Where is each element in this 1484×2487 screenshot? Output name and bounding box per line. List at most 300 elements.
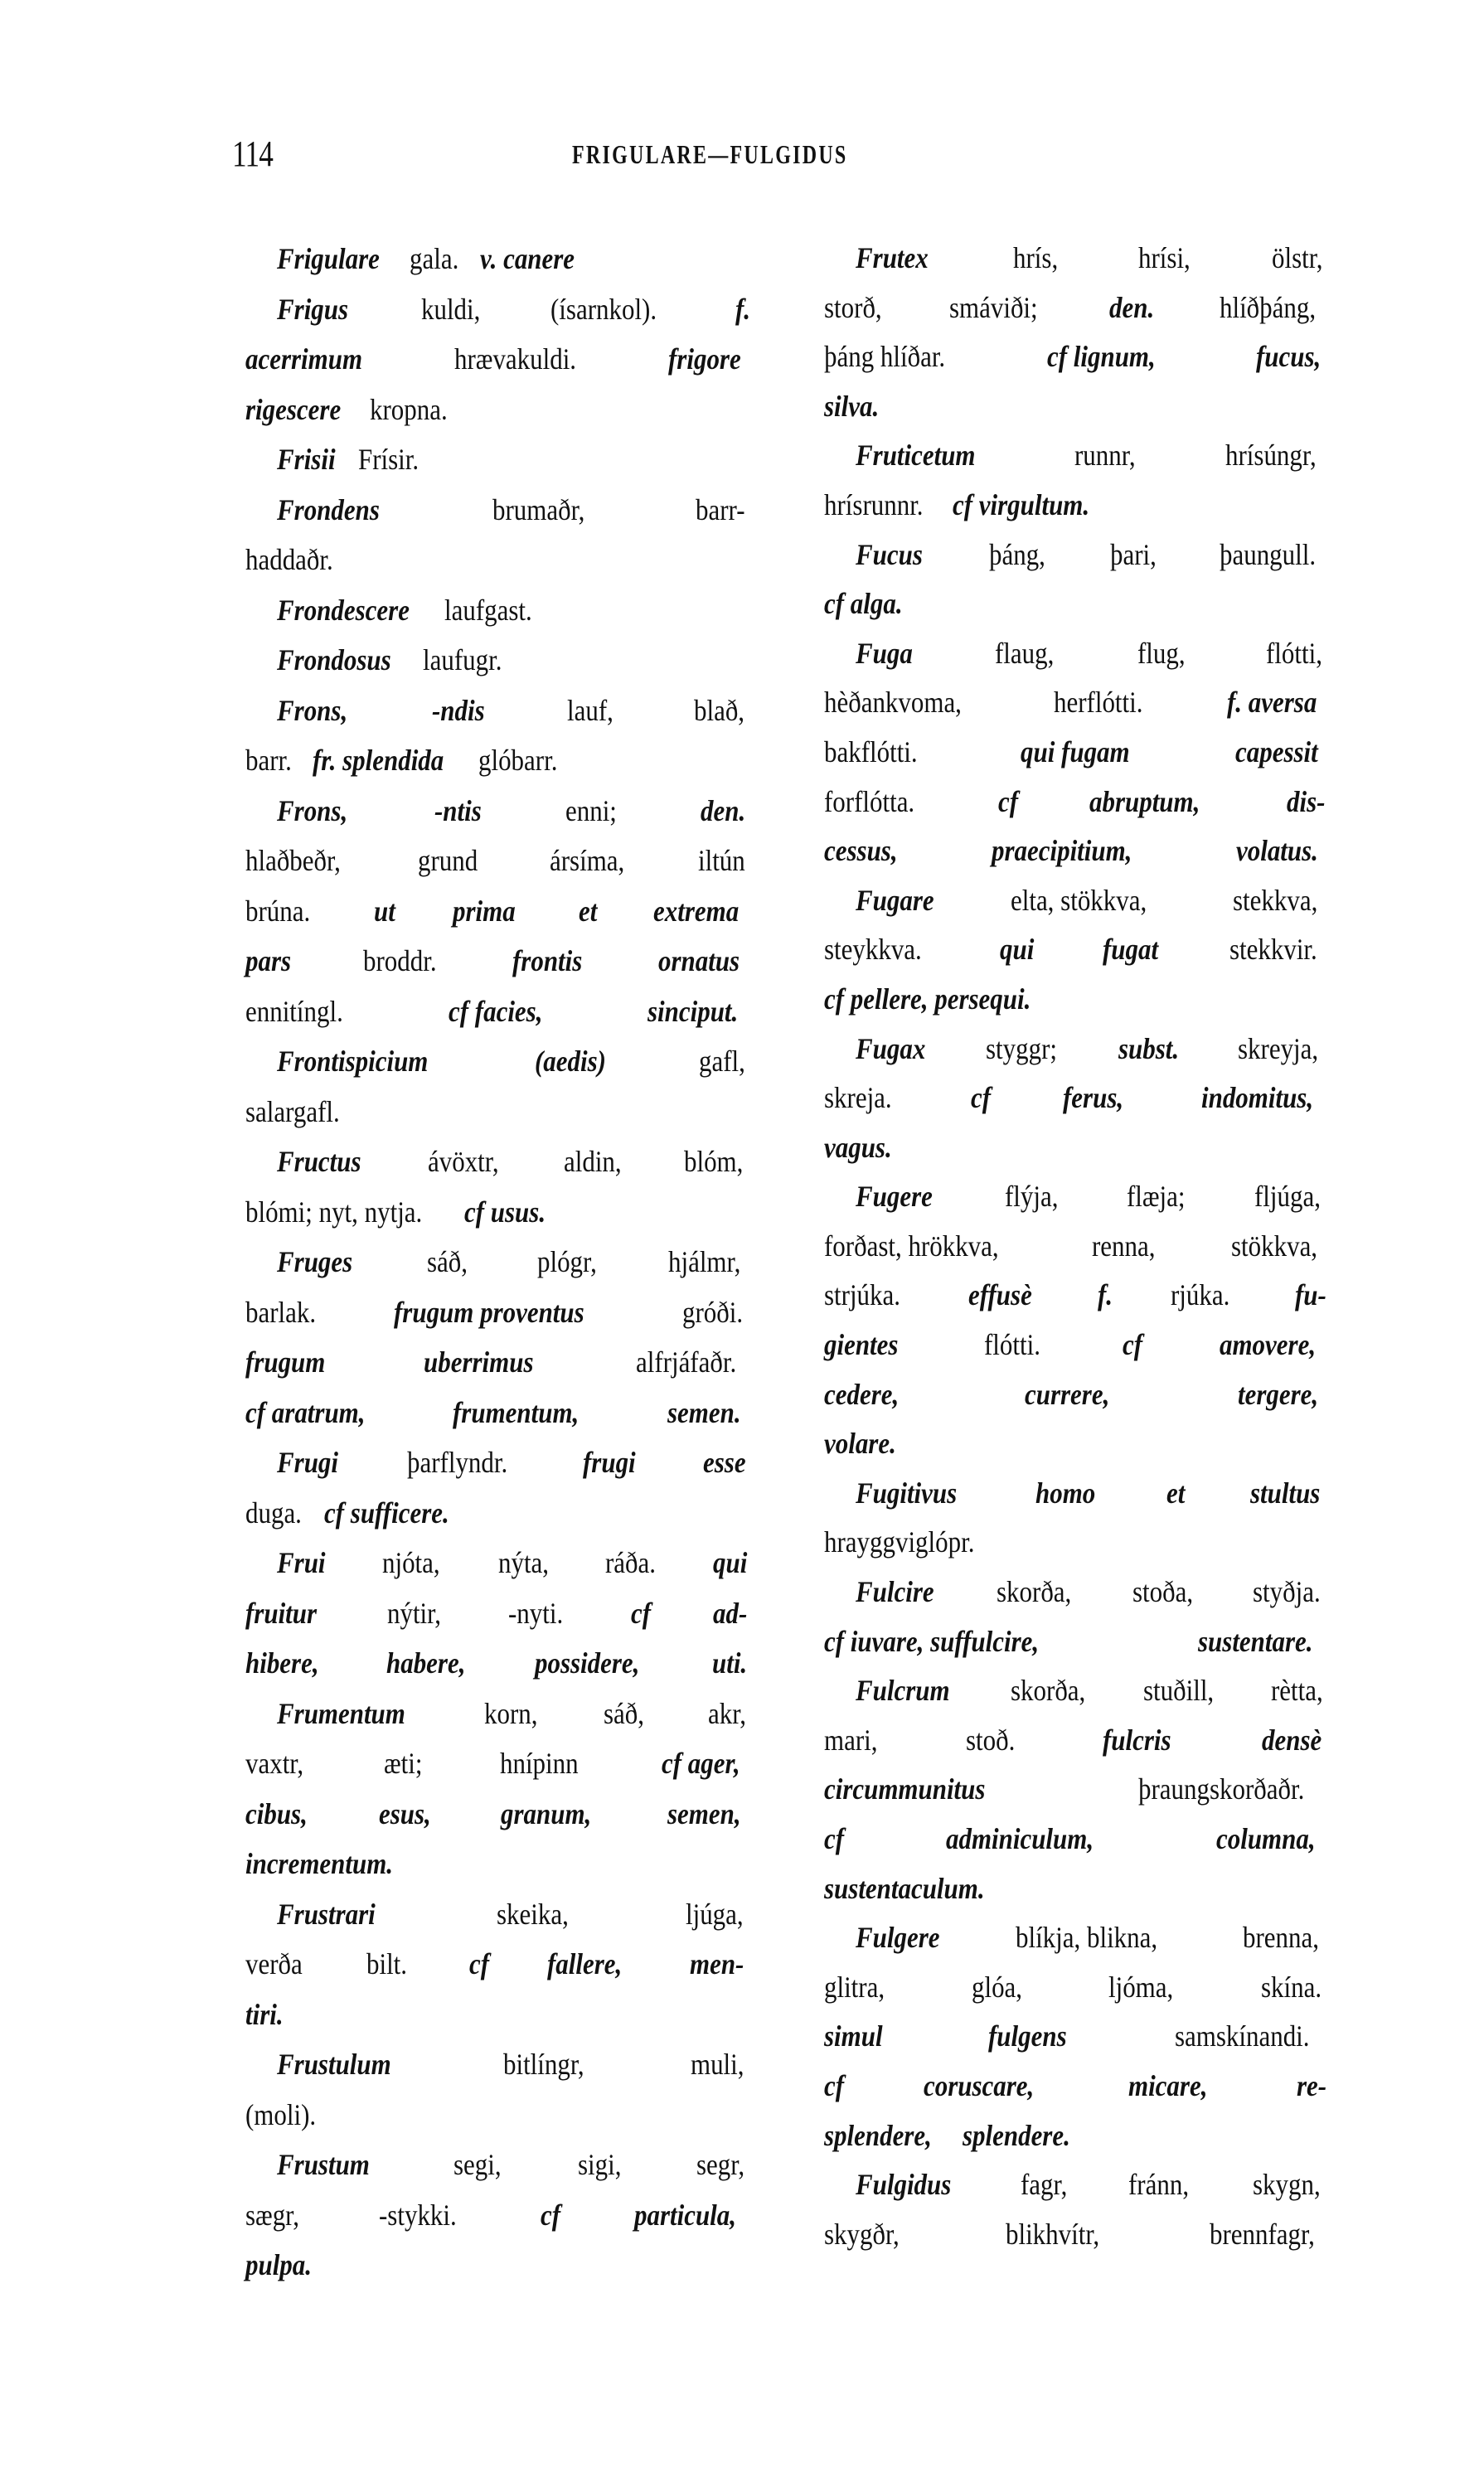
dictionary-line <box>824 2210 1331 2260</box>
latin-text: splendere, <box>824 2118 932 2152</box>
dictionary-line <box>824 2012 1331 2062</box>
latin-text: fucus, <box>1255 340 1322 374</box>
dictionary-line <box>245 2090 753 2140</box>
icelandic-text: akr, <box>708 1696 747 1730</box>
icelandic-text: brúna. <box>245 894 311 928</box>
latin-text: pulpa. <box>245 2248 313 2281</box>
latin-text: hibere, <box>245 1646 319 1680</box>
icelandic-text: stuðill, <box>1143 1674 1215 1708</box>
icelandic-text: nýtir, <box>386 1596 441 1630</box>
icelandic-text: rètta, <box>1271 1674 1323 1708</box>
headword: Fulgere <box>856 1921 940 1955</box>
icelandic-text: hrísi, <box>1138 241 1191 274</box>
headword: Frugi <box>277 1446 339 1479</box>
icelandic-text: þarflyndr. <box>407 1446 508 1479</box>
latin-text: abruptum, <box>1089 784 1200 818</box>
icelandic-text: skorða, <box>1011 1674 1086 1708</box>
dictionary-line <box>245 886 753 937</box>
headword: Frons, <box>277 793 348 827</box>
latin-text: rigescere <box>245 392 342 426</box>
icelandic-text: þraungskorðaðr. <box>1138 1772 1305 1806</box>
dictionary-line <box>824 1765 1331 1815</box>
icelandic-text: æti; <box>384 1747 423 1780</box>
icelandic-text: Frísir. <box>358 443 419 476</box>
icelandic-text: flótti. <box>983 1328 1040 1362</box>
dictionary-line <box>245 1889 753 1940</box>
headword: Frutex <box>856 241 929 274</box>
dictionary-line <box>245 385 753 435</box>
icelandic-text: samskínandi. <box>1175 2019 1310 2053</box>
headword: Fugere <box>856 1180 933 1214</box>
latin-text: adminiculum, <box>945 1822 1094 1855</box>
icelandic-text: kuldi, <box>420 292 481 326</box>
icelandic-text: verða <box>245 1947 303 1980</box>
headword: Fruticetum <box>856 439 976 473</box>
dictionary-line <box>824 1321 1331 1370</box>
dictionary-line <box>824 382 1331 432</box>
dictionary-line <box>824 876 1331 926</box>
icelandic-text: -nyti. <box>508 1596 564 1630</box>
latin-text: fallere, <box>547 1947 623 1980</box>
latin-text: qui <box>1000 933 1035 967</box>
headword: Frondescere <box>277 593 410 627</box>
icelandic-text: styðja. <box>1252 1575 1321 1609</box>
latin-text: gientes <box>824 1328 899 1362</box>
icelandic-text: skygn, <box>1252 2168 1321 2202</box>
latin-text: cf <box>1123 1328 1143 1362</box>
icelandic-text: ljóma, <box>1108 1970 1173 2004</box>
icelandic-text: -stykki. <box>379 2198 457 2232</box>
icelandic-text: sáð, <box>427 1245 468 1278</box>
latin-text: fugat <box>1102 933 1158 967</box>
headword: Frustulum <box>277 2048 391 2081</box>
latin-text: possidere, <box>534 1646 640 1680</box>
icelandic-text: fljúga, <box>1254 1180 1321 1214</box>
icelandic-text: flaug, <box>995 636 1055 670</box>
dictionary-line <box>824 332 1331 382</box>
latin-text: cf iuvare, suffulcire, <box>824 1624 1040 1658</box>
dictionary-line <box>245 2140 753 2190</box>
icelandic-text: skreja. <box>824 1081 892 1115</box>
icelandic-text: skorða, <box>996 1575 1071 1609</box>
latin-text: cf <box>540 2198 560 2232</box>
icelandic-text: bilt. <box>366 1947 408 1980</box>
latin-text: fr. splendida <box>312 744 444 777</box>
icelandic-text: gala. <box>410 242 459 275</box>
icelandic-text: broddr. <box>362 944 437 977</box>
latin-text: (aedis) <box>534 1045 606 1078</box>
latin-text: splendere. <box>962 2118 1070 2152</box>
icelandic-text: hrís, <box>1013 241 1059 274</box>
dictionary-line <box>824 234 1331 284</box>
latin-text: stultus <box>1249 1476 1321 1510</box>
icelandic-text: barlak. <box>245 1295 317 1329</box>
icelandic-text: hlaðbeðr, <box>245 844 341 877</box>
icelandic-text: iltún <box>697 844 745 877</box>
latin-text: cf <box>971 1081 992 1115</box>
latin-text: indomitus, <box>1200 1081 1314 1115</box>
dictionary-line <box>824 678 1331 728</box>
icelandic-text: sigi, <box>577 2148 622 2181</box>
dictionary-line <box>245 2039 753 2090</box>
icelandic-text: smáviði; <box>948 290 1038 324</box>
icelandic-text: flug, <box>1137 636 1186 670</box>
latin-text: frigore <box>668 342 741 376</box>
icelandic-text: blóm, <box>683 1145 744 1178</box>
dictionary-line <box>824 1222 1331 1272</box>
dictionary-line <box>245 635 753 686</box>
latin-text: effusè <box>968 1278 1032 1312</box>
latin-text: uti. <box>711 1646 748 1680</box>
dictionary-line <box>245 1588 753 1639</box>
dictionary-column-left <box>245 234 753 2291</box>
icelandic-text: plógr, <box>536 1245 597 1278</box>
dictionary-line <box>824 1025 1331 1074</box>
dictionary-line <box>824 1666 1331 1716</box>
icelandic-text: bakflótti. <box>824 734 918 768</box>
dictionary-line <box>824 1123 1331 1173</box>
dictionary-line <box>245 1990 753 2040</box>
latin-text: fruitur <box>245 1596 318 1630</box>
latin-text: prima <box>452 894 516 928</box>
icelandic-text: herflótti. <box>1054 686 1143 720</box>
dictionary-line <box>824 1419 1331 1469</box>
headword: Frigus <box>277 292 349 326</box>
latin-text: densè <box>1261 1723 1322 1757</box>
latin-text: acerrimum <box>245 342 363 376</box>
latin-text: cf usus. <box>464 1195 546 1229</box>
dictionary-line <box>824 481 1331 531</box>
icelandic-text: hnípinn <box>499 1747 579 1780</box>
dictionary-line <box>824 1913 1331 1963</box>
latin-text: re- <box>1297 2068 1327 2102</box>
latin-text: coruscare, <box>923 2068 1035 2102</box>
dictionary-line <box>245 686 753 736</box>
page-number: 114 <box>232 133 274 174</box>
latin-text: et <box>1166 1476 1186 1510</box>
dictionary-line <box>245 1689 753 1739</box>
icelandic-text: hlíðþáng, <box>1220 290 1317 324</box>
latin-text: fu- <box>1294 1278 1326 1312</box>
headword: Fructus <box>277 1145 361 1178</box>
latin-text: qui <box>712 1546 748 1579</box>
latin-text: f. aversa <box>1227 686 1317 720</box>
dictionary-line <box>824 1370 1331 1420</box>
headword: Frondens <box>277 492 380 526</box>
dictionary-line <box>824 1172 1331 1222</box>
dictionary-line <box>824 1815 1331 1864</box>
icelandic-text: brenna, <box>1243 1921 1320 1955</box>
icelandic-text: ársíma, <box>549 844 624 877</box>
dictionary-line <box>245 1187 753 1238</box>
icelandic-text: sægr, <box>245 2198 299 2232</box>
dictionary-line <box>245 1738 753 1789</box>
icelandic-text: haddaðr. <box>245 543 333 576</box>
icelandic-text: lauf, <box>566 693 613 727</box>
dictionary-line <box>245 434 753 485</box>
icelandic-text: stökkva, <box>1230 1229 1318 1263</box>
icelandic-text: ávöxtr, <box>428 1145 499 1178</box>
latin-text: semen. <box>667 1395 741 1429</box>
headword: Frustrari <box>277 1897 376 1931</box>
latin-text: esus, <box>378 1796 431 1830</box>
latin-text: homo <box>1035 1476 1095 1510</box>
dictionary-line <box>245 334 753 385</box>
icelandic-text: glóbarr. <box>478 744 558 777</box>
icelandic-text: aldin, <box>563 1145 622 1178</box>
icelandic-text: vaxtr, <box>245 1747 304 1780</box>
latin-text: cf ager, <box>662 1747 740 1780</box>
icelandic-text: þáng hlíðar. <box>824 340 946 374</box>
dictionary-line <box>245 1638 753 1689</box>
dictionary-line <box>245 836 753 886</box>
icelandic-text: njóta, <box>381 1546 440 1579</box>
icelandic-text: fagr, <box>1020 2168 1068 2202</box>
dictionary-line <box>245 786 753 836</box>
headword: Fucus <box>856 537 923 571</box>
latin-text: pars <box>245 944 292 977</box>
latin-text: granum, <box>500 1796 592 1830</box>
headword: Fugare <box>856 883 934 917</box>
headword: Frontispicium <box>277 1045 429 1078</box>
icelandic-text: skína. <box>1260 1970 1322 2004</box>
dictionary-line <box>824 1469 1331 1519</box>
dictionary-line <box>824 1518 1331 1568</box>
dictionary-column-right <box>824 234 1331 2259</box>
latin-text: particula, <box>633 2198 736 2232</box>
icelandic-text: muli, <box>690 2048 744 2081</box>
icelandic-text: hrævakuldi. <box>453 342 576 376</box>
dictionary-line <box>245 1538 753 1588</box>
dictionary-line <box>245 284 753 335</box>
icelandic-text: segr, <box>696 2148 745 2181</box>
dictionary-line <box>245 234 753 284</box>
icelandic-text: skygðr, <box>824 2217 900 2251</box>
latin-text: columna, <box>1215 1822 1316 1855</box>
dictionary-line <box>245 535 753 585</box>
icelandic-text: flæja; <box>1127 1180 1186 1214</box>
icelandic-text: segi, <box>453 2148 502 2181</box>
icelandic-text: brennfagr, <box>1209 2217 1315 2251</box>
dictionary-line <box>245 1839 753 1889</box>
headword: Fulcire <box>856 1575 934 1609</box>
latin-text: f. <box>1098 1278 1113 1312</box>
latin-text: cf aratrum, <box>245 1395 366 1429</box>
latin-text: cf <box>631 1596 652 1630</box>
icelandic-text: styggr; <box>986 1031 1058 1065</box>
dictionary-line <box>245 1337 753 1388</box>
latin-text: f. <box>735 292 751 326</box>
icelandic-text: renna, <box>1092 1229 1156 1263</box>
latin-text: ad- <box>712 1596 748 1630</box>
running-head: FRIGULARE—FULGIDUS <box>572 139 848 169</box>
latin-text: frugum proventus <box>394 1295 585 1329</box>
dictionary-line <box>824 2062 1331 2111</box>
icelandic-text: nýta, <box>497 1546 549 1579</box>
dictionary-line <box>245 1388 753 1438</box>
latin-text: cibus, <box>245 1796 308 1830</box>
icelandic-text: enni; <box>565 793 617 827</box>
dictionary-line <box>245 987 753 1037</box>
icelandic-text: skreyja, <box>1238 1031 1319 1065</box>
latin-text: v. canere <box>480 242 575 275</box>
latin-text: cf facies, <box>449 994 543 1028</box>
dictionary-line <box>245 1789 753 1840</box>
icelandic-text: sáð, <box>603 1696 645 1730</box>
latin-text: extrema <box>653 894 740 928</box>
icelandic-text: glóa, <box>972 1970 1023 2004</box>
icelandic-text: þáng, <box>989 537 1045 571</box>
dictionary-line <box>824 1568 1331 1617</box>
dictionary-line <box>824 1716 1331 1766</box>
icelandic-text: hrísrunnr. <box>824 487 924 521</box>
latin-text: volare. <box>824 1427 896 1461</box>
latin-text: cessus, <box>824 834 898 868</box>
dictionary-line <box>824 531 1331 580</box>
icelandic-text: (ísarnkol). <box>550 292 657 326</box>
latin-text: qui fugam <box>1020 734 1130 768</box>
latin-text: -ndis <box>432 693 486 727</box>
latin-text: habere, <box>386 1646 466 1680</box>
latin-text: semen, <box>667 1796 741 1830</box>
icelandic-text: flýja, <box>1005 1180 1059 1214</box>
dictionary-line <box>824 728 1331 778</box>
dictionary-line <box>824 579 1331 629</box>
dictionary-line <box>824 975 1331 1025</box>
dictionary-line <box>824 1271 1331 1321</box>
latin-text: ferus, <box>1062 1081 1123 1115</box>
dictionary-line <box>245 1939 753 1990</box>
icelandic-text: alfrjáfaðr. <box>636 1345 737 1379</box>
latin-text: dis- <box>1287 784 1326 818</box>
dictionary-line <box>245 735 753 786</box>
icelandic-text: þari, <box>1110 537 1157 571</box>
icelandic-text: korn, <box>483 1696 538 1730</box>
icelandic-text: stekkvir. <box>1229 933 1317 967</box>
dictionary-line <box>245 936 753 987</box>
headword: Frui <box>277 1546 326 1579</box>
latin-text: currere, <box>1025 1377 1110 1411</box>
icelandic-text: blómi; nyt, nytja. <box>245 1195 423 1229</box>
dictionary-line <box>245 1087 753 1137</box>
latin-text: den. <box>1109 290 1155 324</box>
latin-text: silva. <box>824 389 880 423</box>
icelandic-text: rjúka. <box>1171 1278 1230 1312</box>
dictionary-line <box>824 1617 1331 1667</box>
dictionary-line <box>245 2240 753 2291</box>
icelandic-text: salargafl. <box>245 1094 340 1128</box>
icelandic-text: hjálmr, <box>668 1245 741 1278</box>
latin-text: tergere, <box>1238 1377 1319 1411</box>
latin-text: volatus. <box>1235 834 1318 868</box>
dictionary-line <box>245 1437 753 1488</box>
dictionary-line <box>824 925 1331 975</box>
latin-text: esse <box>703 1446 746 1479</box>
latin-text: frugum <box>245 1345 326 1379</box>
latin-text: uberrimus <box>423 1345 534 1379</box>
icelandic-text: hèðankvoma, <box>824 686 962 720</box>
latin-text: subst. <box>1118 1031 1179 1065</box>
dictionary-line <box>824 431 1331 481</box>
icelandic-text: bitlíngr, <box>502 2048 584 2081</box>
latin-text: ornatus <box>657 944 740 977</box>
latin-text: frumentum, <box>452 1395 580 1429</box>
icelandic-text: hrayggviglópr. <box>824 1525 975 1559</box>
headword: Frigulare <box>277 242 380 275</box>
latin-text: cedere, <box>824 1377 900 1411</box>
latin-text: ut <box>374 894 396 928</box>
latin-text: cf sufficere. <box>323 1496 449 1530</box>
dictionary-line <box>824 2160 1331 2210</box>
icelandic-text: blað, <box>694 693 745 727</box>
icelandic-text: storð, <box>824 290 882 324</box>
latin-text: tiri. <box>245 1997 284 2031</box>
dictionary-line <box>245 485 753 536</box>
icelandic-text: stoða, <box>1132 1575 1194 1609</box>
dictionary-line <box>824 1963 1331 2013</box>
latin-text: sustentaculum. <box>824 1871 985 1905</box>
icelandic-text: barr. <box>245 744 292 777</box>
headword: Frumentum <box>277 1696 405 1730</box>
headword: Frondosus <box>277 643 391 676</box>
icelandic-text: forflótta. <box>824 784 915 818</box>
icelandic-text: blíkja, blikna, <box>1016 1921 1158 1955</box>
headword: Frisii <box>277 443 336 476</box>
dictionary-line <box>245 1137 753 1187</box>
latin-text: cf <box>469 1947 490 1980</box>
icelandic-text: gafl, <box>699 1045 745 1078</box>
icelandic-text: hrísúngr, <box>1225 439 1317 473</box>
icelandic-text: laufugr. <box>423 643 502 676</box>
headword: Fulgidus <box>856 2168 952 2202</box>
latin-text: cf <box>824 2068 845 2102</box>
icelandic-text: glitra, <box>824 1970 885 2004</box>
latin-text: -ntis <box>434 793 483 827</box>
headword: Fulcrum <box>856 1674 950 1708</box>
icelandic-text: flótti, <box>1266 636 1322 670</box>
icelandic-text: ljúga, <box>686 1897 744 1931</box>
headword: Frons, <box>277 693 348 727</box>
icelandic-text: stoð. <box>965 1723 1016 1757</box>
dictionary-line <box>245 585 753 636</box>
icelandic-text: þaungull. <box>1220 537 1317 571</box>
icelandic-text: laufgast. <box>444 593 532 627</box>
dictionary-line <box>245 2190 753 2241</box>
icelandic-text: skeika, <box>497 1897 569 1931</box>
latin-text: cf virgultum. <box>953 487 1090 521</box>
latin-text: incrementum. <box>245 1847 394 1880</box>
dictionary-line <box>824 1864 1331 1914</box>
latin-text: fulcris <box>1102 1723 1171 1757</box>
icelandic-text: brumaðr, <box>492 492 585 526</box>
dictionary-line <box>824 2111 1331 2161</box>
icelandic-text: blikhvítr, <box>1006 2217 1100 2251</box>
dictionary-line <box>824 778 1331 827</box>
latin-text: cf <box>824 1822 845 1855</box>
dictionary-line <box>824 284 1331 333</box>
latin-text: sustentare. <box>1197 1624 1313 1658</box>
latin-text: cf alga. <box>824 587 903 621</box>
headword: Frustum <box>277 2148 370 2181</box>
latin-text: capessit <box>1235 734 1318 768</box>
icelandic-text: runnr, <box>1074 439 1137 473</box>
icelandic-text: barr- <box>695 492 745 526</box>
icelandic-text: (moli). <box>245 2097 317 2131</box>
latin-text: praecipitium, <box>991 834 1132 868</box>
dictionary-line <box>245 1287 753 1338</box>
dictionary-line <box>824 629 1331 679</box>
headword: Fugitivus <box>856 1476 958 1510</box>
